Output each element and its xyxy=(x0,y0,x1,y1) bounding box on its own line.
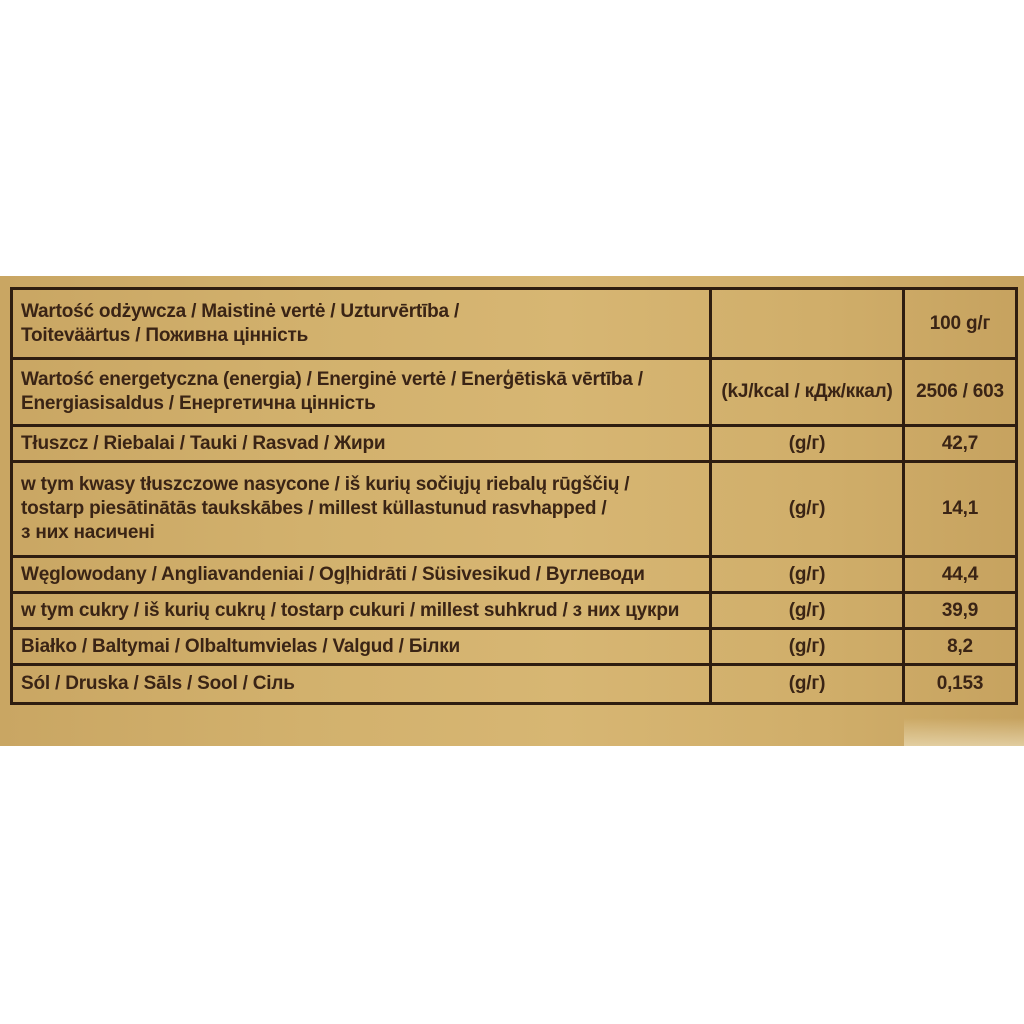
nutrient-unit-cell: (g/г) xyxy=(711,629,904,665)
nutrient-name-line: Sól / Druska / Sāls / Sool / Сіль xyxy=(21,673,295,694)
nutrient-value-cell: 44,4 xyxy=(904,557,1017,593)
nutrient-value-cell: 8,2 xyxy=(904,629,1017,665)
nutrient-name-line: w tym kwasy tłuszczowe nasycone / iš kurių sočiųjų riebalų rūgščių / xyxy=(21,474,630,495)
table-header-row xyxy=(12,289,1017,359)
nutrient-name-line: w tym cukry / iš kurių cukrų / tostarp cukuri / millest suhkrud / з них цукри xyxy=(21,599,680,621)
nutrient-name-line: Białko / Baltymai / Olbaltumvielas / Valgud / Білки xyxy=(21,635,461,657)
nutrient-name-cell xyxy=(12,557,711,593)
nutrient-name-line: Tłuszcz / Riebalai / Tauki / Rasvad / Жири xyxy=(21,432,386,454)
nutrient-value-cell: 14,1 xyxy=(904,462,1017,557)
nutrient-value-cell: 39,9 xyxy=(904,593,1017,629)
nutrient-name-cell xyxy=(12,629,711,665)
nutrient-name-line: Energiasisaldus / Енергетична цінність xyxy=(21,393,376,414)
nutrient-value-cell: 0,153 xyxy=(904,665,1017,704)
nutrient-name-line: tostarp piesātinātās taukskābes / millest küllastunud rasvhapped / xyxy=(21,498,607,519)
nutrient-unit-cell: (g/г) xyxy=(711,665,904,704)
table-row-salt xyxy=(12,665,1017,704)
nutrient-name-line: Wartość energetyczna (energia) / Energinė vertė / Enerģētiskā vērtība / xyxy=(21,369,643,390)
nutrient-value-cell: 2506 / 603 xyxy=(904,359,1017,426)
table-row-sugars xyxy=(12,593,1017,629)
nutrient-name-cell xyxy=(12,462,711,557)
header-value-cell: 100 g/г xyxy=(904,289,1017,359)
header-title-line: Wartość odżywcza / Maistinė vertė / Uzturvērtība / xyxy=(21,300,460,322)
nutrition-table xyxy=(10,287,1018,705)
nutrient-value-cell: 42,7 xyxy=(904,426,1017,462)
table-row-energy xyxy=(12,359,1017,426)
nutrient-name-cell xyxy=(12,593,711,629)
table-row-protein xyxy=(12,629,1017,665)
nutrient-unit-cell: (g/г) xyxy=(711,593,904,629)
table-row-fat xyxy=(12,426,1017,462)
header-title-line: Toiteväärtus / Поживна цінність xyxy=(21,324,309,346)
header-unit-cell xyxy=(711,289,904,359)
nutrient-unit-cell: (g/г) xyxy=(711,557,904,593)
nutrient-unit-cell: (g/г) xyxy=(711,426,904,462)
nutrient-name-cell xyxy=(12,426,711,462)
nutrient-unit-cell: (g/г) xyxy=(711,462,904,557)
header-title-cell xyxy=(12,289,711,359)
nutrient-name-line: з них насичені xyxy=(21,522,155,543)
nutrient-name-cell xyxy=(12,359,711,426)
table-row-carbohydrates xyxy=(12,557,1017,593)
nutrient-name-line: Węglowodany / Angliavandeniai / Ogļhidrāti / Süsivesikud / Вуглеводи xyxy=(21,563,645,585)
nutrient-name-cell xyxy=(12,665,711,704)
table-row-saturated-fat xyxy=(12,462,1017,557)
nutrient-unit-cell: (kJ/kcal / кДж/ккал) xyxy=(711,359,904,426)
